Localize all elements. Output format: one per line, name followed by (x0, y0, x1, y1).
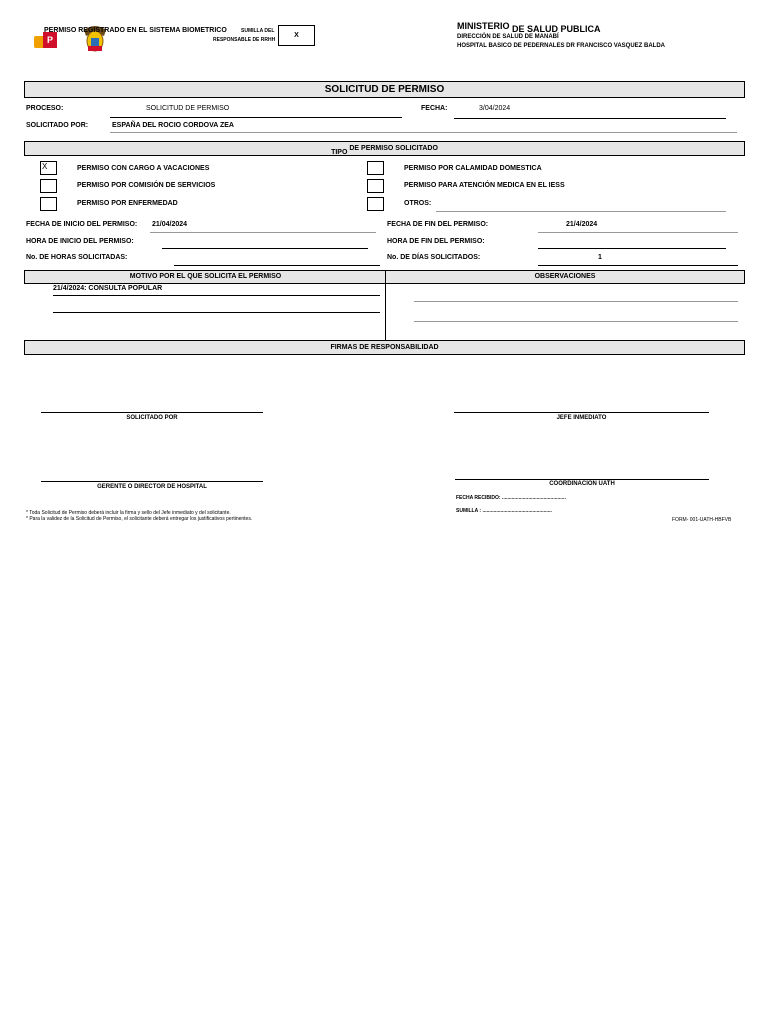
fecha-fin-label: FECHA DE FIN DEL PERMISO: (387, 221, 489, 228)
ministry-part1: MINISTERIO (457, 21, 510, 31)
ministry-part2: DE SALUD PUBLICA (512, 24, 601, 34)
biometric-note: PERMISO REGISTRADO EN EL SISTEMA BIOMETRICO (44, 27, 227, 34)
ministry-title (457, 21, 601, 34)
solicitado-label: SOLICITADO POR: (26, 122, 89, 129)
sumilla-box: X (278, 25, 315, 46)
checkbox-vacaciones[interactable]: X (40, 161, 57, 175)
proceso-label: PROCESO: (26, 105, 64, 112)
option-enfermedad: PERMISO POR ENFERMEDAD (77, 200, 178, 207)
observaciones-header: OBSERVACIONES (385, 270, 745, 284)
sumilla-label-2: RESPONSABLE DE RRHH (213, 37, 276, 43)
direction-label: DIRECCIÓN DE SALUD DE MANABÍ (457, 34, 559, 40)
horas-field[interactable] (174, 265, 380, 266)
hora-inicio-label: HORA DE INICIO DEL PERMISO: (26, 238, 134, 245)
fecha-inicio-label: FECHA DE INICIO DEL PERMISO: (26, 221, 138, 228)
motivo-header: MOTIVO POR EL QUE SOLICITA EL PERMISO (24, 270, 387, 284)
checkbox-comision[interactable] (40, 179, 57, 193)
form-title: SOLICITUD DE PERMISO (24, 81, 745, 98)
hora-fin-label: HORA DE FIN DEL PERMISO: (387, 238, 485, 245)
sumilla-field: SUMILLA : .................................................. (456, 508, 552, 514)
observaciones-line-1[interactable] (414, 301, 738, 302)
motivo-value[interactable]: 21/4/2024: CONSULTA POPULAR (53, 285, 163, 292)
checkbox-otros[interactable] (367, 197, 384, 211)
checkbox-calamidad[interactable] (367, 161, 384, 175)
option-otros: OTROS: (404, 200, 432, 207)
proceso-value[interactable]: SOLICITUD DE PERMISO (146, 105, 230, 112)
fecha-label: FECHA: (421, 105, 448, 112)
dias-label: No. DE DÍAS SOLICITADOS: (387, 254, 481, 261)
tipo-label-2: DE PERMISO SOLICITADO (349, 145, 438, 152)
signature-line-uath[interactable] (455, 479, 709, 480)
option-vacaciones: PERMISO CON CARGO A VACACIONES (77, 165, 210, 172)
sumilla-label: SUMILLA DEL (241, 28, 275, 34)
horas-label: No. DE HORAS SOLICITADAS: (26, 254, 128, 261)
fecha-recibido: FECHA RECIBIDO: .............................................. (456, 495, 566, 501)
dias-value[interactable]: 1 (598, 254, 602, 261)
fecha-inicio-value[interactable]: 21/04/2024 (152, 221, 188, 228)
option-iess: PERMISO PARA ATENCIÓN MEDICA EN EL IESS (404, 182, 565, 189)
fecha-fin-value[interactable]: 21/4/2024 (566, 221, 598, 228)
sig-uath-label: COORDINACION UATH (549, 481, 615, 487)
hora-inicio-field[interactable] (162, 248, 368, 249)
tipo-permiso-header (24, 141, 745, 156)
firmas-header: FIRMAS DE RESPONSABILIDAD (24, 340, 745, 355)
checkbox-enfermedad[interactable] (40, 197, 57, 211)
checkbox-iess[interactable] (367, 179, 384, 193)
form-code: FORM- 001-UATH-HBFVB (672, 517, 732, 523)
hospital-label: HOSPITAL BASICO DE PEDERNALES DR FRANCISCO VASQUEZ BALDA (457, 43, 666, 49)
solicitado-value[interactable]: ESPAÑA DEL ROCIO CORDOVA ZEA (112, 122, 234, 129)
signature-line-gerente[interactable] (41, 481, 263, 482)
sig-gerente-label: GERENTE O DIRECTOR DE HOSPITAL (97, 484, 207, 490)
signature-line-jefe[interactable] (454, 412, 709, 413)
sig-jefe-label: JEFE INMEDIATO (556, 415, 607, 421)
otros-field[interactable] (436, 211, 726, 212)
hora-fin-field[interactable] (538, 248, 726, 249)
option-comision: PERMISO POR COMISIÓN DE SERVICIOS (77, 182, 216, 189)
motivo-line-2[interactable] (53, 312, 380, 313)
note-1: * Toda Solicitud de Permiso deberá incluir la firma y sello del Jefe inmediato y del solicitante. (26, 510, 231, 516)
option-calamidad: PERMISO POR CALAMIDAD DOMESTICA (404, 165, 542, 172)
sig-solicitado-label: SOLICITADO POR (126, 415, 178, 421)
msp-logo: P (34, 30, 66, 52)
note-2: * Para la validez de la Solicitud de Permiso, el solicitante deberá entregar los justificativos pertinentes. (26, 516, 253, 522)
fecha-value[interactable]: 3/04/2024 (479, 105, 511, 112)
signature-line-solicitado[interactable] (41, 412, 263, 413)
observaciones-line-2[interactable] (414, 321, 738, 322)
tipo-label-1: TIPO (331, 149, 348, 156)
